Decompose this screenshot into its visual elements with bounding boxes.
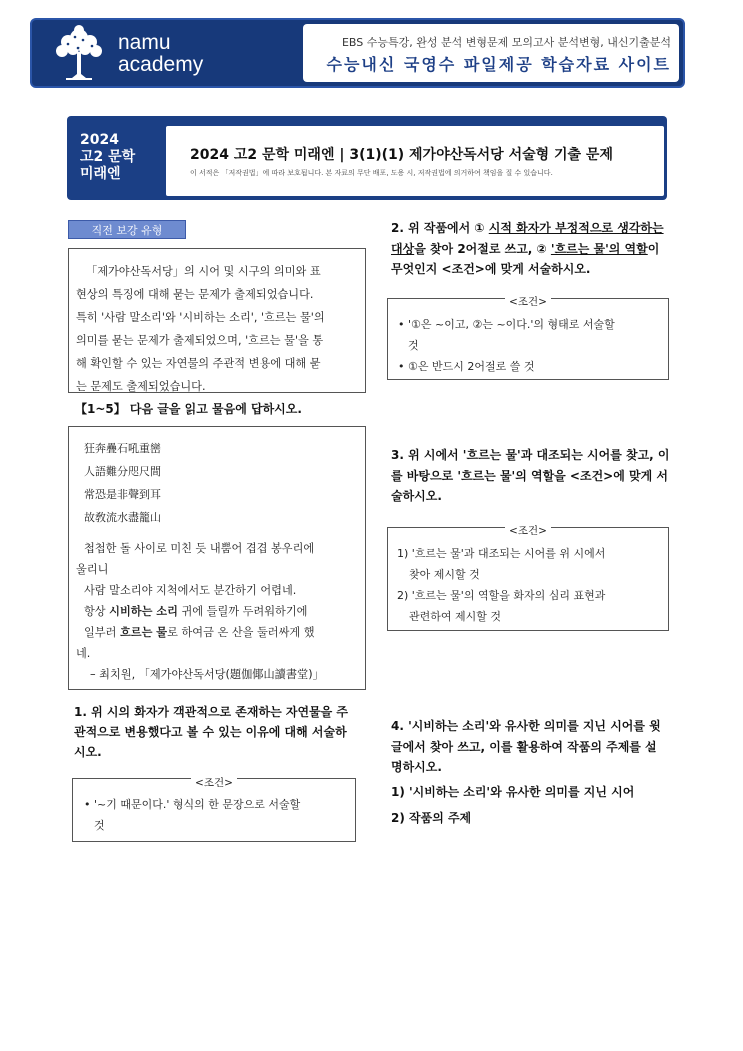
question-text: 을 찾아 2어절로 쓰고, ② xyxy=(414,241,551,256)
poem-keyword: 흐르는 물 xyxy=(119,626,168,639)
question-2 xyxy=(391,218,673,280)
hanja-line: 常恐是非聲到耳 xyxy=(84,488,161,501)
poem-source: – 최치원, 「제가야산독서당(題伽倻山讀書堂)」 xyxy=(90,668,324,681)
poem-line: 네. xyxy=(76,647,91,660)
question-text: 2. 위 작품에서 ① xyxy=(391,221,489,235)
poem-text: 항상 xyxy=(84,605,110,618)
question-line: 시오. xyxy=(74,745,102,759)
question-line xyxy=(391,239,673,260)
underlined-text: '흐르는 물'의 역할 xyxy=(550,241,648,256)
condition-line: 2) '흐르는 물'의 역할을 화자의 심리 표현과 xyxy=(397,589,606,602)
question-line: 관적으로 변용했다고 볼 수 있는 이유에 대해 서술하 xyxy=(74,725,347,739)
intro-text xyxy=(76,260,360,398)
logo-text-namu: namu xyxy=(118,31,171,54)
hanja-line: 故敎流水盡籠山 xyxy=(84,511,161,524)
intro-line: 현상의 특징에 대해 묻는 문제가 출제되었습니다. xyxy=(76,288,314,301)
header-tagline: EBS 수능특강, 완성 분석 변형문제 모의고사 분석변형, 내신기출분석 xyxy=(341,36,671,49)
question-line xyxy=(391,218,673,239)
poem-line: 사람 말소리야 지척에서도 분간하기 어렵네. xyxy=(84,584,297,597)
question-4 xyxy=(391,716,673,778)
poem-text: 로 하여금 온 산을 둘러싸게 했 xyxy=(167,626,315,639)
q2-condition-header xyxy=(387,290,669,309)
condition-line: • '~기 때문이다.' 형식의 한 문장으로 서술할 xyxy=(84,798,301,811)
poem-line xyxy=(76,622,360,643)
poem-text: 일부러 xyxy=(84,626,120,639)
condition-line: 찾아 제시할 것 xyxy=(409,568,480,581)
poem-text: 귀에 들릴까 두려워하기에 xyxy=(177,605,308,618)
q1-condition-header xyxy=(72,771,356,790)
q3-condition-text xyxy=(397,543,663,627)
q1-condition-text xyxy=(84,794,350,836)
header-slogan: 수능내신 국영수 파일제공 학습자료 사이트 xyxy=(326,55,671,74)
question-line: 무엇인지 <조건>에 맞게 서술하시오. xyxy=(391,262,591,276)
tree-logo-icon xyxy=(48,22,110,82)
title-grade: 고2 문학 xyxy=(80,149,136,165)
poem-keyword: 시비하는 소리 xyxy=(109,605,178,618)
q2-condition-text xyxy=(398,314,662,377)
intro-line: 의미를 묻는 문제가 출제되었으며, '흐르는 물'을 통 xyxy=(76,334,324,347)
logo-text-academy: academy xyxy=(118,53,204,76)
poem-line: 첩첩한 돌 사이로 미친 듯 내뿜어 겹겹 봉우리에 xyxy=(84,542,315,555)
condition-line: 것 xyxy=(408,339,419,352)
question-line: 를 바탕으로 '흐르는 물'의 역할을 <조건>에 맞게 서 xyxy=(391,468,668,483)
section-tag: 직전 보강 유형 xyxy=(68,220,186,239)
intro-line: 특히 '사람 말소리'와 '시비하는 소리', '흐르는 물'의 xyxy=(76,311,325,324)
condition-label: <조건> xyxy=(505,296,551,308)
hanja-line: 狂奔疊石吼重巒 xyxy=(84,442,161,455)
hanja-line: 人語難分咫尺間 xyxy=(84,465,161,478)
question-line: 글에서 찾아 쓰고, 이를 활용하여 작품의 주제를 설 xyxy=(391,739,657,754)
poem-line xyxy=(76,601,360,622)
intro-line: 「제가야산독서당」의 시어 및 시구의 의미와 표 xyxy=(86,265,321,278)
intro-line: 는 문제도 출제되었습니다. xyxy=(76,380,206,393)
question-text: 이 xyxy=(647,241,660,256)
q4-sub-2: 2) 작품의 주제 xyxy=(391,811,472,825)
condition-line: 관련하여 제시할 것 xyxy=(409,610,502,623)
intro-line: 해 확인할 수 있는 자연물의 주관적 변용에 대해 묻 xyxy=(76,357,321,370)
question-instruction: 【1~5】 다음 글을 읽고 물음에 답하시오. xyxy=(75,402,302,416)
title-year: 2024 xyxy=(80,132,119,148)
title-side-label xyxy=(80,132,160,183)
question-line: 술하시오. xyxy=(391,489,442,503)
condition-label: <조건> xyxy=(191,777,237,789)
question-3 xyxy=(391,445,673,507)
question-line: 3. 위 시에서 '흐르는 물'과 대조되는 시어를 찾고, 이 xyxy=(391,448,670,462)
condition-line: 1) '흐르는 물'과 대조되는 시어를 위 시에서 xyxy=(397,547,606,560)
condition-line: • '①은 ~이고, ②는 ~이다.'의 형태로 서술할 xyxy=(398,318,615,331)
question-line: 4. '시비하는 소리'와 유사한 의미를 지닌 시어를 윗 xyxy=(391,719,661,733)
poem-line: 울리니 xyxy=(76,563,109,576)
question-1 xyxy=(74,702,366,762)
condition-line: • ①은 반드시 2어절로 쓸 것 xyxy=(398,360,535,373)
condition-line: 것 xyxy=(94,819,105,832)
q3-condition-header xyxy=(387,519,669,538)
q4-sub-1: 1) '시비하는 소리'와 유사한 의미를 지닌 시어 xyxy=(391,785,635,799)
question-line: 명하시오. xyxy=(391,760,442,774)
underlined-text: 시적 화자가 부정적으로 생각하는 xyxy=(488,221,664,235)
condition-label: <조건> xyxy=(505,525,551,537)
question-line: 1. 위 시의 화자가 객관적으로 존재하는 자연물을 주 xyxy=(74,705,348,719)
poem-translation xyxy=(76,538,360,685)
document-title: 2024 고2 문학 미래엔 | 3(1)(1) 제가야산독서당 서술형 기출 문제 xyxy=(190,147,613,163)
underlined-text: 대상 xyxy=(391,241,415,256)
title-book: 미래엔 xyxy=(80,166,121,182)
copyright-notice: 이 서적은 「저작권법」에 따라 보호됩니다. 본 자료의 무단 배포, 도용 시, 저작권법에 의거하여 책임을 질 수 있습니다. xyxy=(190,169,553,177)
